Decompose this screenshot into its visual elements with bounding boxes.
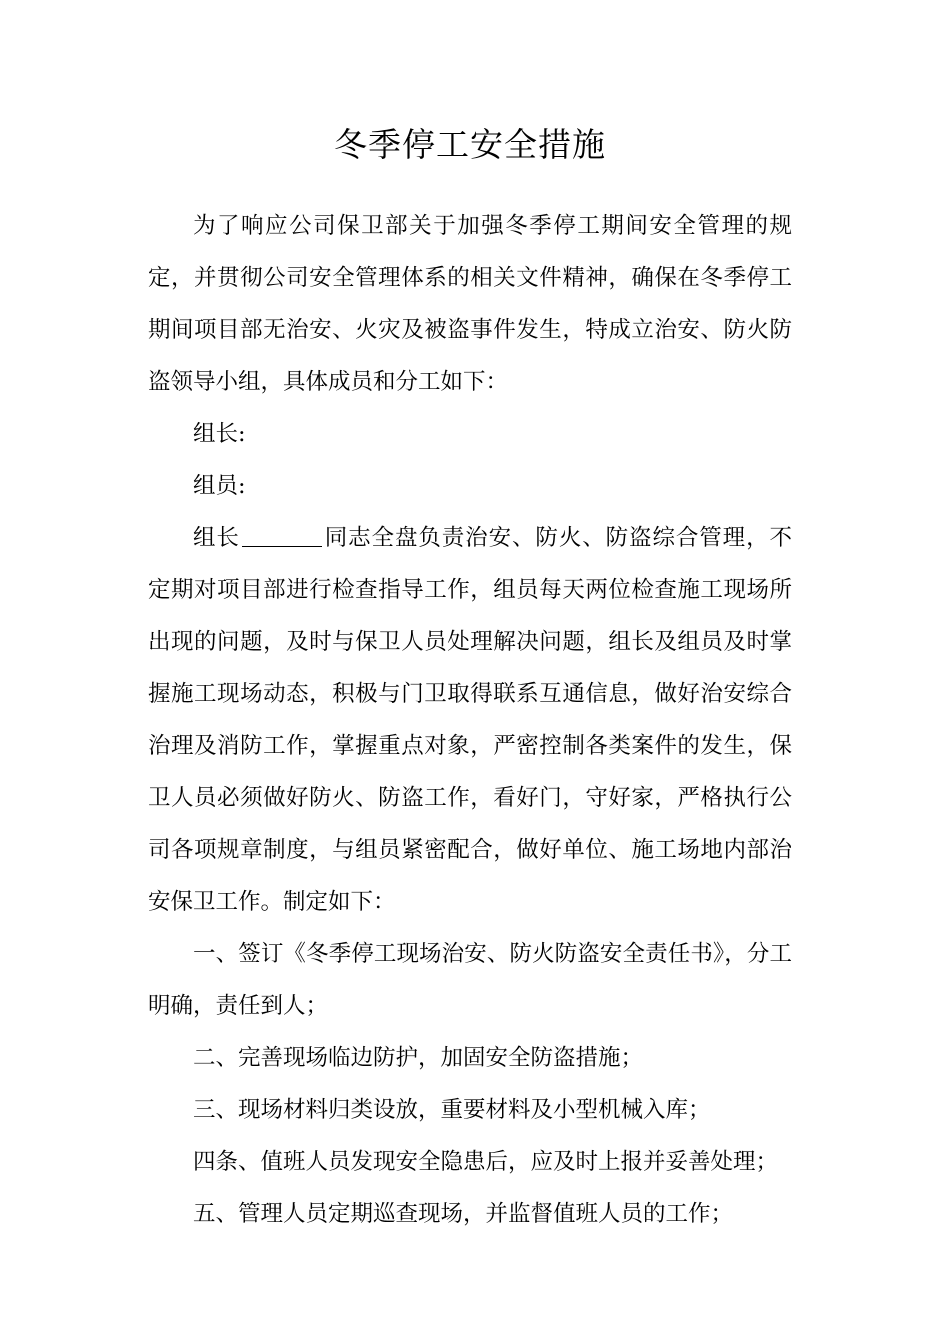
- intro-paragraph: 为了响应公司保卫部关于加强冬季停工期间安全管理的规定，并贯彻公司安全管理体系的相关文件精神，确保在冬季停工期间项目部无治安、火灾及被盗事件发生，特成立治安、防火防盗领导小组，具体成员和分工如下：: [148, 213, 792, 395]
- measure-item-4: 四条、值班人员发现安全隐患后，应及时上报并妥善处理；: [193, 1149, 779, 1175]
- duty-paragraph: [148, 512, 792, 928]
- name-blank-underline: [242, 524, 322, 547]
- duty-text: 同志全盘负责治安、防火、防盗综合管理，不定期对项目部进行检查指导工作，组员每天两位检查施工现场所出现的问题，及时与保卫人员处理解决问题，组长及组员及时掌握施工现场动态，积极与门卫取得联系互通信息，做好治安综合治理及消防工作，掌握重点对象，严密控制各类案件的发生，保卫人员必须做好防火、防盗工作，看好门，守好家，严格执行公司各项规章制度，与组员紧密配合，做好单位、施工场地内部治安保卫工作。制定如下：: [148, 525, 792, 915]
- document-body: [148, 200, 792, 1240]
- member-line: 组员:: [193, 473, 246, 499]
- measure-item-3: 三、现场材料归类设放，重要材料及小型机械入库；: [193, 1097, 711, 1123]
- measure-item-1: 一、签订《冬季停工现场治安、防火防盗安全责任书》，分工明确，责任到人；: [148, 941, 792, 1019]
- measure-item-5: 五、管理人员定期巡查现场，并监督值班人员的工作；: [193, 1201, 734, 1227]
- document-title: 冬季停工安全措施: [334, 125, 606, 164]
- measure-item-2: 二、完善现场临边防护，加固安全防盗措施；: [193, 1045, 644, 1071]
- duty-prefix: 组长: [193, 525, 240, 551]
- leader-line: 组长:: [193, 421, 246, 447]
